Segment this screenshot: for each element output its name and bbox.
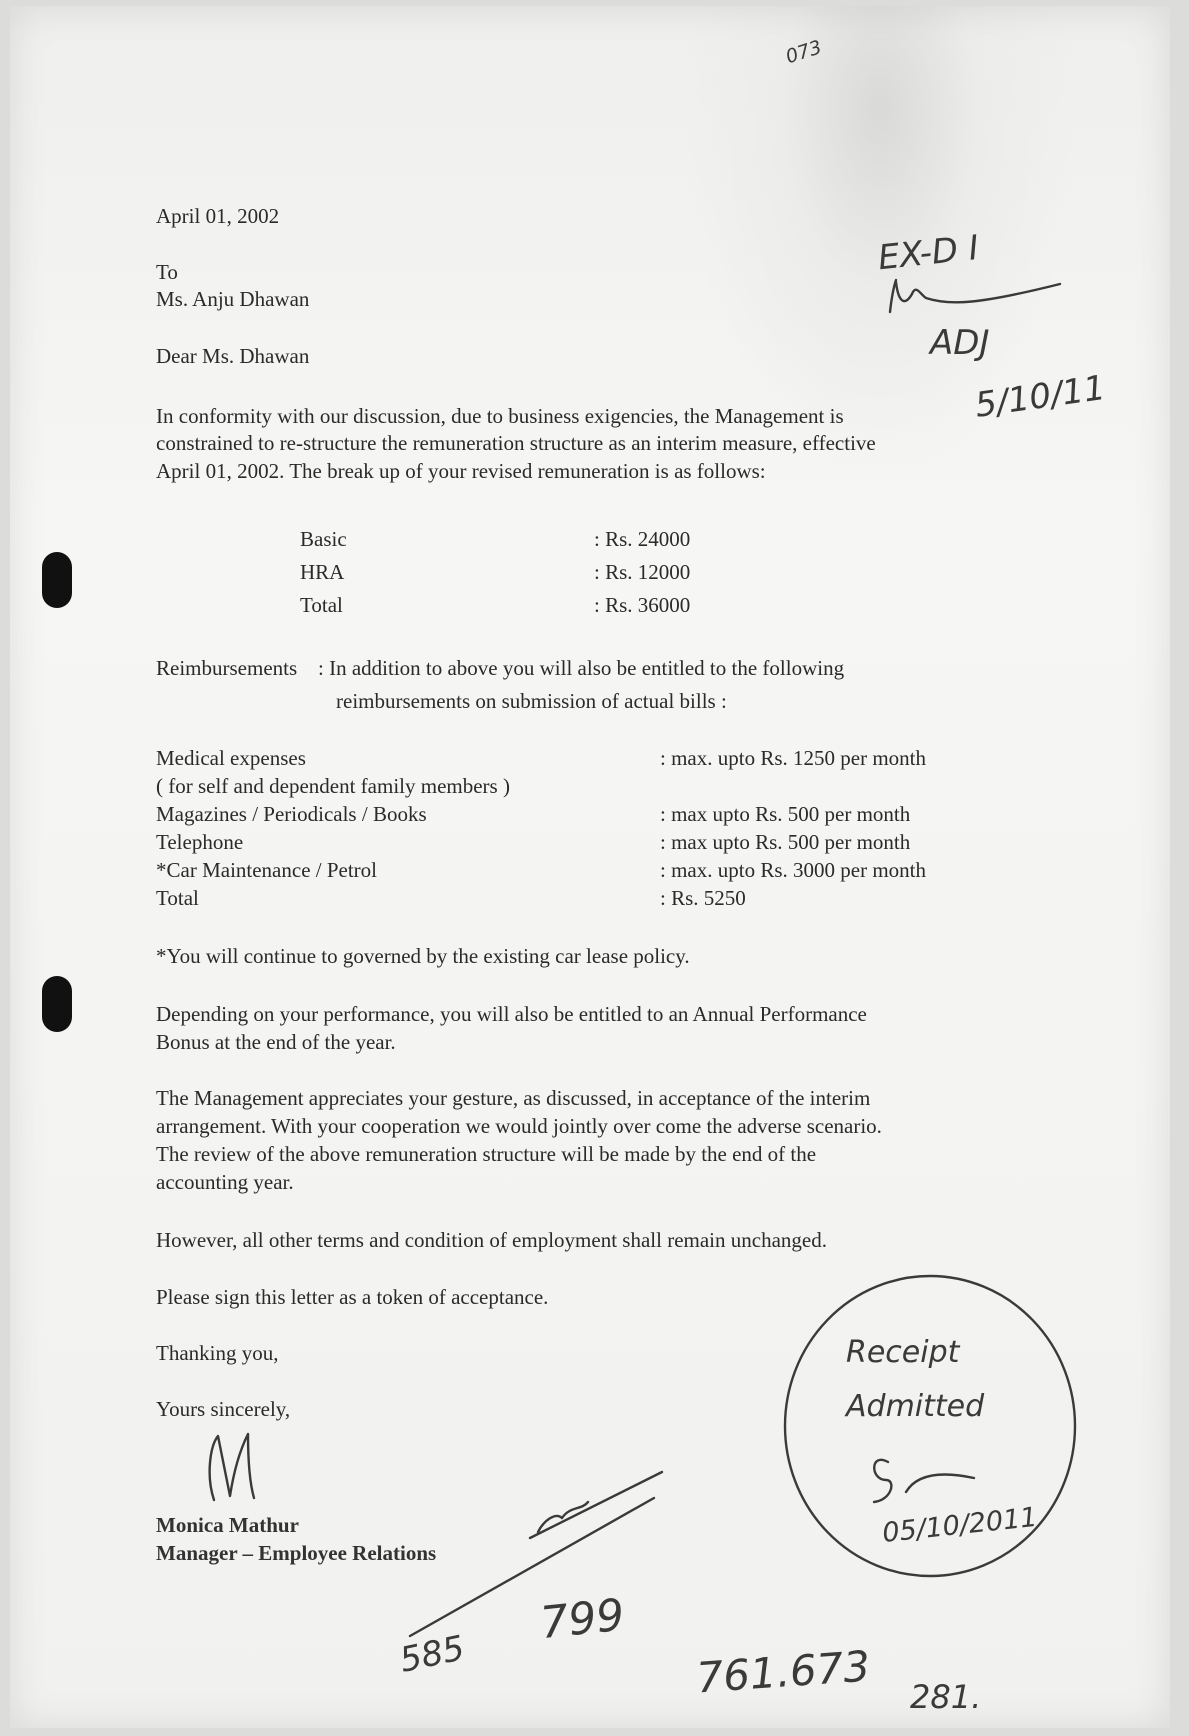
adj-text: ADJ xyxy=(930,323,990,363)
appreciation-line-1: The Management appreciates your gesture, as discussed, in acceptance of the interim xyxy=(156,1086,871,1110)
salary-label-hra: HRA xyxy=(300,560,345,584)
reimb-label-car: *Car Maintenance / Petrol xyxy=(156,858,378,882)
punch-hole-top xyxy=(42,552,72,608)
page-number-text: 073 xyxy=(783,36,825,69)
reimbursements-intro-2: reimbursements on submission of actual bills : xyxy=(336,689,727,713)
admitted-text: Admitted xyxy=(846,1389,985,1424)
exhibit-annotation xyxy=(870,227,1110,426)
reimb-label-magazines: Magazines / Periodicals / Books xyxy=(156,802,427,826)
reimb-value-medical: : max. upto Rs. 1250 per month xyxy=(660,746,926,770)
letter-page xyxy=(10,6,1170,1728)
car-lease-note: *You will continue to governed by the existing car lease policy. xyxy=(156,944,690,968)
closing-line: Yours sincerely, xyxy=(156,1397,291,1421)
salutation: Dear Ms. Dhawan xyxy=(156,344,310,368)
receipt-stamp xyxy=(770,1266,1080,1586)
reimb-label-total: Total xyxy=(156,886,199,910)
salary-label-total: Total xyxy=(300,593,343,617)
reimb-label-medical-note: ( for self and dependent family members ) xyxy=(156,774,510,798)
reimb-label-telephone: Telephone xyxy=(156,830,244,854)
appreciation-line-4: accounting year. xyxy=(156,1170,294,1194)
number-281-text: 281. xyxy=(910,1678,982,1716)
reimb-label-medical: Medical expenses xyxy=(156,746,306,770)
salary-value-hra: : Rs. 12000 xyxy=(594,560,691,584)
case-reference-mark xyxy=(690,1626,1010,1726)
bonus-line-2: Bonus at the end of the year. xyxy=(156,1030,396,1054)
appreciation-line-3: The review of the above remuneration structure will be made by the end of the xyxy=(156,1142,817,1166)
letter-date: April 01, 2002 xyxy=(156,204,280,228)
bonus-line-1: Depending on your performance, you will also be entitled to an Annual Performance xyxy=(156,1002,867,1026)
number-585-text: 585 xyxy=(396,1628,469,1681)
signer-title: Manager – Employee Relations xyxy=(156,1541,437,1565)
reimb-value-telephone: : max upto Rs. 500 per month xyxy=(660,830,911,854)
exhibit-text: EX-D I xyxy=(876,227,981,279)
signature-mark xyxy=(200,1426,270,1506)
reimb-value-total: : Rs. 5250 xyxy=(660,886,746,910)
number-799-text: 799 xyxy=(537,1589,627,1650)
intro-line-1: In conformity with our discussion, due to business exigencies, the Management is xyxy=(156,404,844,428)
receipt-date-text: 05/10/2011 xyxy=(880,1501,1039,1549)
terms-line: However, all other terms and condition of employment shall remain unchanged. xyxy=(156,1228,827,1252)
intro-line-2: constrained to re-structure the remuneration structure as an interim measure, effective xyxy=(156,431,876,455)
to-label: To xyxy=(156,260,178,284)
recipient-name: Ms. Anju Dhawan xyxy=(156,287,310,311)
reimbursements-heading: Reimbursements xyxy=(156,656,298,680)
reimbursements-intro-1: : In addition to above you will also be entitled to the following xyxy=(318,656,845,680)
appreciation-line-2: arrangement. With your cooperation we would jointly over come the adverse scenario. xyxy=(156,1114,882,1138)
reimb-value-magazines: : max upto Rs. 500 per month xyxy=(660,802,911,826)
case-ref-text: 761.673 xyxy=(694,1641,872,1703)
salary-value-basic: : Rs. 24000 xyxy=(594,527,691,551)
thanks-line: Thanking you, xyxy=(156,1341,279,1365)
salary-label-basic: Basic xyxy=(300,527,347,551)
sign-request: Please sign this letter as a token of acceptance. xyxy=(156,1285,549,1309)
punch-hole-bottom xyxy=(42,976,72,1032)
court-date-text: 5/10/11 xyxy=(972,367,1108,426)
page-number-mark xyxy=(780,26,860,69)
signer-name: Monica Mathur xyxy=(156,1513,299,1537)
reimb-value-car: : max. upto Rs. 3000 per month xyxy=(660,858,926,882)
salary-value-total: : Rs. 36000 xyxy=(594,593,691,617)
bottom-annotations xyxy=(390,1476,690,1726)
receipt-text: Receipt xyxy=(846,1335,960,1370)
intro-line-3: April 01, 2002. The break up of your revised remuneration is as follows: xyxy=(156,459,766,483)
